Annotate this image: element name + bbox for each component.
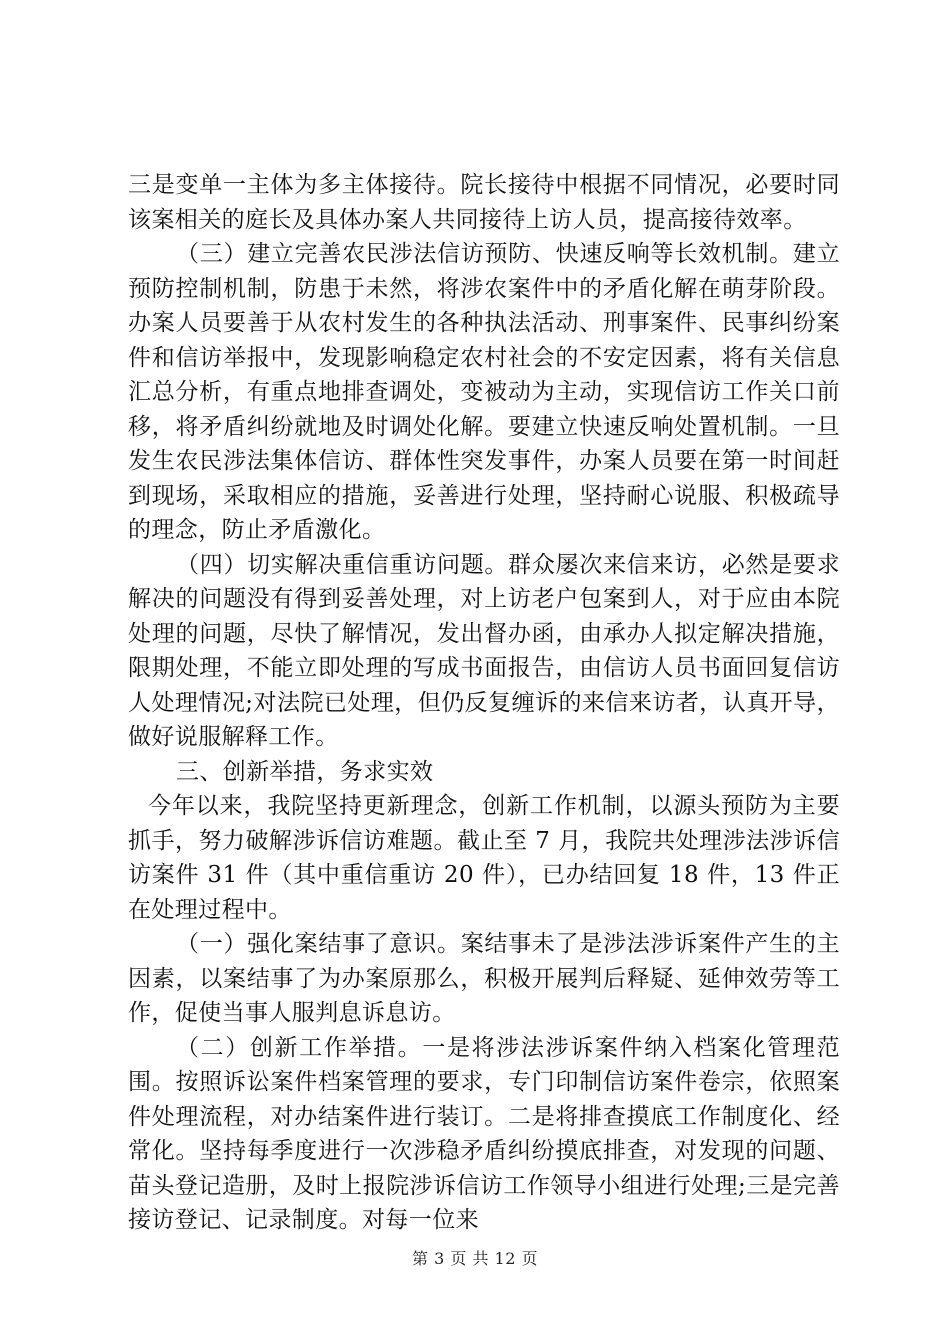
paragraph-2: （三）建立完善农民涉法信访预防、快速反响等长效机制。建立预防控制机制，防患于未然，将涉农案件中的矛盾化解在萌芽阶段。办案人员要善于从农村发生的各种执法活动、刑事案件、民事纠纷案件和信访举报中，发现影响稳定农村社会的不安定因素，将有关信息汇总分析，有重点地排查调处，变被动为主动，实现信访工作关口前移，将矛盾纠纷就地及时调处化解。要建立快速反响处置机制。一旦发生农民涉法集体信访、群体性突发事件，办案人员要在第一时间赶到现场，采取相应的措施，妥善进行处理，坚持耐心说服、积极疏导的理念，防止矛盾激化。 <box>128 241 840 543</box>
paragraph-5: （一）强化案结事了意识。案结事未了是涉法涉诉案件产生的主因素，以案结事了为办案原那么，积极开展判后释疑、延伸效劳等工作，促使当事人服判息诉息访。 <box>128 931 840 1026</box>
paragraph-1: 三是变单一主体为多主体接待。院长接待中根据不同情况，必要时同该案相关的庭长及具体办案人共同接待上访人员，提高接待效率。 <box>128 172 840 233</box>
body-text <box>128 168 840 1238</box>
section-heading: 三、创新举措，务求实效 <box>176 758 434 785</box>
paragraph-3: （四）切实解决重信重访问题。群众屡次来信来访，必然是要求解决的问题没有得到妥善处理，对上访老户包案到人，对于应由本院处理的问题，尽快了解情况，发出督办函，由承办人拟定解决措施，限期处理，不能立即处理的写成书面报告，由信访人员书面回复信访人处理情况;对法院已处理，但仍反复缠诉的来信来访者，认真开导，做好说服解释工作。 <box>128 551 840 750</box>
page-footer: 第 3 页 共 12 页 <box>412 1249 538 1268</box>
paragraph-4: 今年以来，我院坚持更新理念，创新工作机制，以源头预防为主要抓手，努力破解涉诉信访难题。截止至 7 月，我院共处理涉法涉诉信访案件 31 件（其中重信重访 20 件），已办结回复 18 件，13 件正在处理过程中。 <box>128 793 840 923</box>
paragraph-6: （二）创新工作举措。一是将涉法涉诉案件纳入档案化管理范围。按照诉讼案件档案管理的要求，专门印制信访案件卷宗，依照案件处理流程，对办结案件进行装订。二是将排查摸底工作制度化、经常化。坚持每季度进行一次涉稳矛盾纠纷摸底排查，对发现的问题、苗头登记造册，及时上报院涉诉信访工作领导小组进行处理;三是完善接访登记、记录制度。对每一位来 <box>128 1034 840 1233</box>
